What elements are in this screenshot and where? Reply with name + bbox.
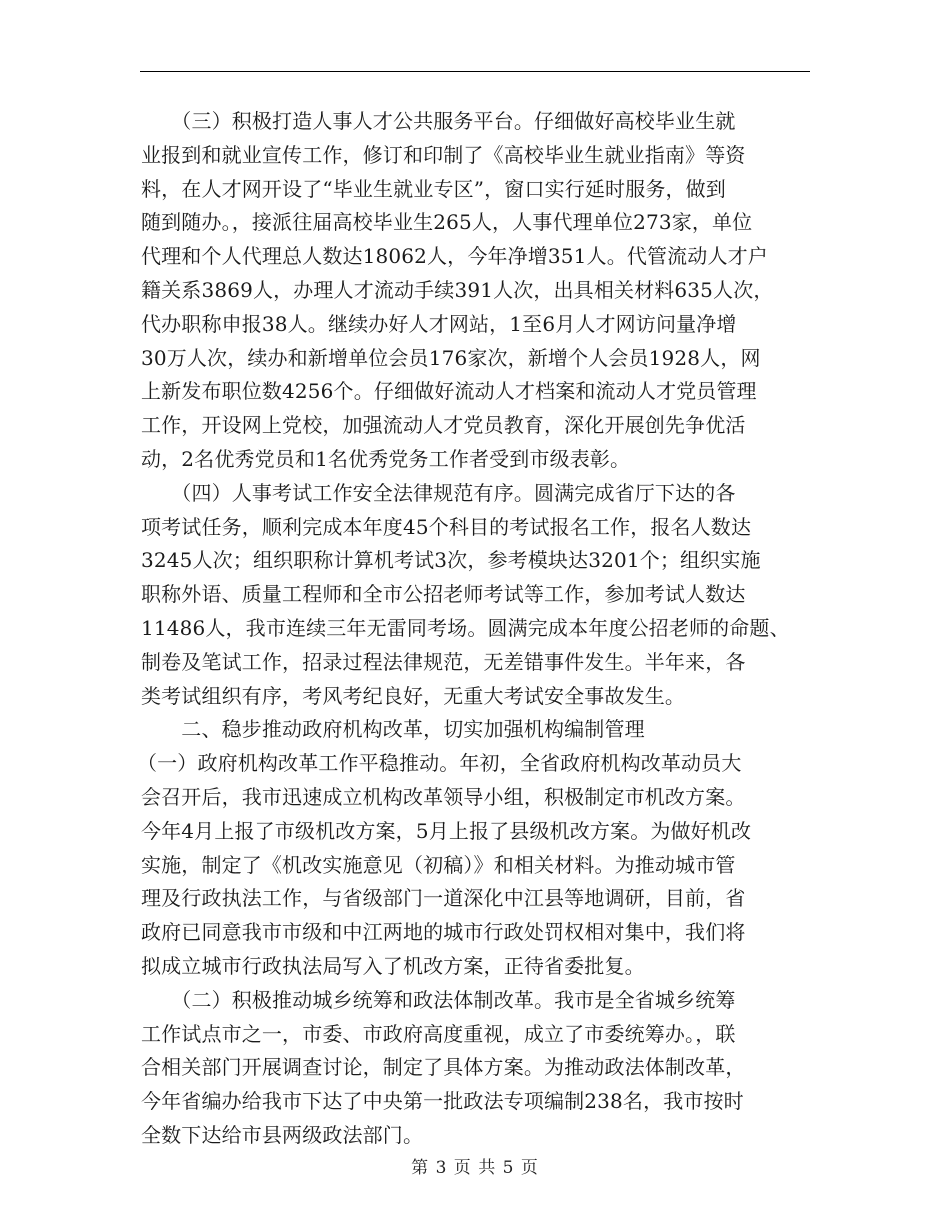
text-line: 制卷及笔试工作，招录过程法律规范，无差错事件发生。半年来，各 — [141, 649, 746, 674]
text-line: 拟成立城市行政执法局写入了机改方案，正待省委批复。 — [141, 953, 645, 978]
text-line: 业报到和就业宣传工作，修订和印制了《高校毕业生就业指南》等资 — [141, 142, 746, 167]
text-line: 上新发布职位数4256个。仔细做好流动人才档案和流动人才党员管理 — [141, 379, 757, 404]
text-line: 动，2名优秀党员和1名优秀党务工作者受到市级表彰。 — [141, 446, 631, 471]
text-line: 料，在人才网开设了“毕业生就业专区”，窗口实行延时服务，做到 — [141, 176, 726, 201]
text-line: （二）积极推动城乡统筹和政法体制改革。我市是全省城乡统筹 — [141, 987, 736, 1012]
text-line: 籍关系3869人，办理人才流动手续391人次，出具相关材料635人次， — [141, 277, 774, 302]
text-line: （四）人事考试工作安全法律规范有序。圆满完成省厅下达的各 — [141, 480, 736, 505]
text-line: 合相关部门开展调查讨论，制定了具体方案。为推动政法体制改革， — [141, 1055, 746, 1080]
text-line: 代理和个人代理总人数达18062人，今年净增351人。代管流动人才户 — [141, 244, 768, 269]
text-line: 全数下达给市县两级政法部门。 — [141, 1122, 424, 1147]
text-line: 随到随办。，接派往届高校毕业生265人，人事代理单位273家，单位 — [141, 210, 753, 235]
text-line: 11486人，我市连续三年无雷同考场。圆满完成本年度公招老师的命题、 — [141, 615, 790, 640]
document-body — [137, 105, 831, 1153]
text-line: 项考试任务，顺利完成本年度45个科目的考试报名工作，报名人数达 — [141, 514, 752, 539]
text-line: 今年4月上报了市级机改方案，5月上报了县级机改方案。为做好机改 — [141, 818, 752, 843]
text-line: 今年省编办给我市下达了中央第一批政法专项编制238名，我市按时 — [141, 1089, 744, 1114]
text-line: 类考试组织有序，考风考纪良好，无重大考试安全事故发生。 — [141, 683, 686, 708]
text-line: 3245人次；组织职称计算机考试3次，参考模块达3201个；组织实施 — [141, 548, 761, 573]
text-line: 工作试点市之一，市委、市政府高度重视，成立了市委统筹办。，联 — [141, 1021, 736, 1046]
section-heading: 二、稳步推动政府机构改革，切实加强机构编制管理 — [141, 717, 645, 742]
page-footer: 第 3 页 共 5 页 — [411, 1158, 539, 1178]
text-line: 理及行政执法工作，与省级部门一道深化中江县等地调研，目前，省 — [141, 886, 746, 911]
text-line: （一）政府机构改革工作平稳推动。年初，全省政府机构改革动员大 — [137, 751, 742, 776]
text-line: 职称外语、质量工程师和全市公招老师考试等工作，参加考试人数达 — [141, 582, 746, 607]
text-line: 30万人次，续办和新增单位会员176家次，新增个人会员1928人，网 — [141, 345, 761, 370]
text-line: 实施，制定了《机改实施意见（初稿）》和相关材料。为推动城市管 — [141, 852, 736, 877]
text-line: （三）积极打造人事人才公共服务平台。仔细做好高校毕业生就 — [141, 109, 736, 133]
text-line: 会召开后，我市迅速成立机构改革领导小组，积极制定市机改方案。 — [141, 784, 746, 809]
text-line: 代办职称申报38人。继续办好人才网站，1至6月人才网访问量净增 — [141, 311, 737, 336]
text-line: 工作，开设网上党校，加强流动人才党员教育，深化开展创先争优活 — [141, 413, 746, 438]
header-rule — [140, 71, 810, 72]
text-line: 政府已同意我市市级和中江两地的城市行政处罚权相对集中，我们将 — [141, 920, 746, 945]
